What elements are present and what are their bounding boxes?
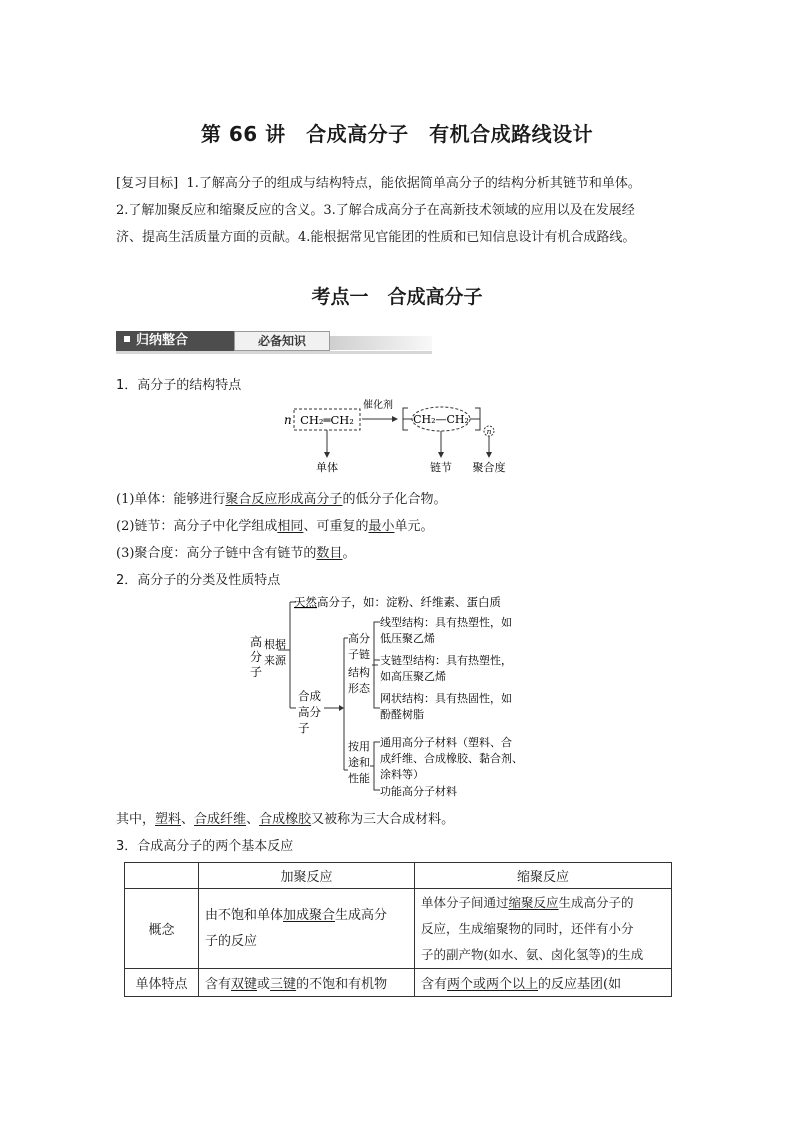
banner-underline <box>116 351 432 354</box>
reaction-comparison-table <box>124 862 672 997</box>
svg-text:高分: 高分 <box>298 705 321 719</box>
svg-text:子: 子 <box>250 665 263 679</box>
svg-text:如高压聚乙烯: 如高压聚乙烯 <box>380 670 446 683</box>
arrow-head-icon <box>392 416 398 422</box>
banner-sub: 必备知识 <box>234 331 330 351</box>
svg-text:酚醛树脂: 酚醛树脂 <box>380 708 424 721</box>
monomer-formula: CH₂═CH₂ <box>300 413 354 427</box>
review-line-3: 济、提高生活质量方面的贡献。4.能根据常见官能团的性质和已知信息设计有机合成路线。 <box>116 230 636 245</box>
svg-text:线型结构：具有热塑性，如: 线型结构：具有热塑性，如 <box>380 616 512 629</box>
review-objectives <box>116 170 696 251</box>
svg-text:通用高分子材料（塑料、合: 通用高分子材料（塑料、合 <box>380 736 512 749</box>
three-synthetic-materials-note: 其中，塑料、合成纤维、合成橡胶又被称为三大合成材料。 <box>116 812 455 827</box>
table-row <box>125 863 672 889</box>
svg-text:性能: 性能 <box>348 772 370 785</box>
review-label: [复习目标] <box>116 176 179 191</box>
coefficient-n: n <box>284 413 292 427</box>
svg-text:途和: 途和 <box>348 756 370 769</box>
down-arrow-icon <box>486 452 492 458</box>
banner-decoration <box>330 336 432 350</box>
svg-text:分: 分 <box>250 650 263 664</box>
definition-chain-unit: (2)链节：高分子中化学组成相同、可重复的最小单元。 <box>116 519 434 534</box>
square-bullet-icon <box>124 336 130 342</box>
svg-text:高分: 高分 <box>348 632 370 645</box>
svg-text:高: 高 <box>250 635 263 649</box>
svg-text:支链型结构：具有热塑性，: 支链型结构：具有热塑性， <box>380 654 512 667</box>
down-arrow-icon <box>438 452 444 458</box>
svg-text:子: 子 <box>298 721 310 735</box>
section-banner <box>116 331 432 355</box>
svg-text:子链: 子链 <box>348 648 370 661</box>
svg-text:来源: 来源 <box>264 654 286 667</box>
row-header: 概念 <box>125 889 199 969</box>
arrow-head-icon <box>339 705 344 711</box>
svg-text:成纤维、合成橡胶、黏合剂、: 成纤维、合成橡胶、黏合剂、 <box>380 752 523 765</box>
table-row <box>125 969 672 997</box>
polymer-structure-diagram <box>270 398 530 480</box>
svg-text:网状结构：具有热固性，如: 网状结构：具有热固性，如 <box>380 692 512 705</box>
table-row <box>125 889 672 969</box>
classification-tree <box>240 590 560 802</box>
page-title: 第 66 讲 合成高分子 有机合成路线设计 <box>200 122 594 146</box>
table-cell: 含有双键或三键的不饱和有机物 <box>199 969 415 997</box>
down-arrow-icon <box>324 452 330 458</box>
natural-polymer: 天然高分子，如：淀粉、纤维素、蛋白质 <box>294 595 501 609</box>
svg-text:形态: 形态 <box>348 682 370 695</box>
svg-text:按用: 按用 <box>348 740 370 753</box>
catalyst-label: 催化剂 <box>363 400 393 411</box>
svg-text:低压聚乙烯: 低压聚乙烯 <box>380 632 435 645</box>
table-cell: 含有两个或两个以上的反应基团(如 <box>415 969 672 997</box>
label-monomer: 单体 <box>316 461 338 474</box>
table-cell: 单体分子间通过缩聚反应生成高分子的 反应，生成缩聚物的同时，还伴有小分 子的副产物(如水、氨、卤化氢等)的生成 <box>415 889 672 969</box>
svg-text:根据: 根据 <box>264 638 286 651</box>
svg-text:功能高分子材料: 功能高分子材料 <box>380 785 457 798</box>
heading-reactions: 3．合成高分子的两个基本反应 <box>116 839 294 854</box>
svg-text:涂料等）: 涂料等） <box>380 768 424 781</box>
row-header: 单体特点 <box>125 969 199 997</box>
review-line-1: [复习目标] 1.了解高分子的组成与结构特点，能依据简单高分子的结构分析其链节和单体。 <box>116 176 641 191</box>
column-header: 加聚反应 <box>199 863 415 889</box>
definition-monomer: (1)单体：能够进行聚合反应形成高分子的低分子化合物。 <box>116 492 447 507</box>
section-title: 考点一 合成高分子 <box>311 286 483 308</box>
label-chain: 链节 <box>430 461 452 474</box>
svg-text:合成: 合成 <box>298 689 321 703</box>
heading-structure: 1．高分子的结构特点 <box>116 378 242 393</box>
banner-main: 归纳整合 <box>116 331 234 351</box>
column-header: 缩聚反应 <box>415 863 672 889</box>
subscript-n: n <box>486 427 492 436</box>
label-degree: 聚合度 <box>472 461 506 474</box>
heading-classification: 2．高分子的分类及性质特点 <box>116 573 281 588</box>
chain-formula: CH₂—CH₂ <box>413 413 469 426</box>
table-cell: 由不饱和单体加成聚合生成高分 子的反应 <box>199 889 415 969</box>
svg-text:结构: 结构 <box>348 666 370 679</box>
definition-degree: (3)聚合度：高分子链中含有链节的数目。 <box>116 546 356 561</box>
review-line-2: 2.了解加聚反应和缩聚反应的含义。3.了解合成高分子在高新技术领域的应用以及在发展经 <box>116 203 635 218</box>
